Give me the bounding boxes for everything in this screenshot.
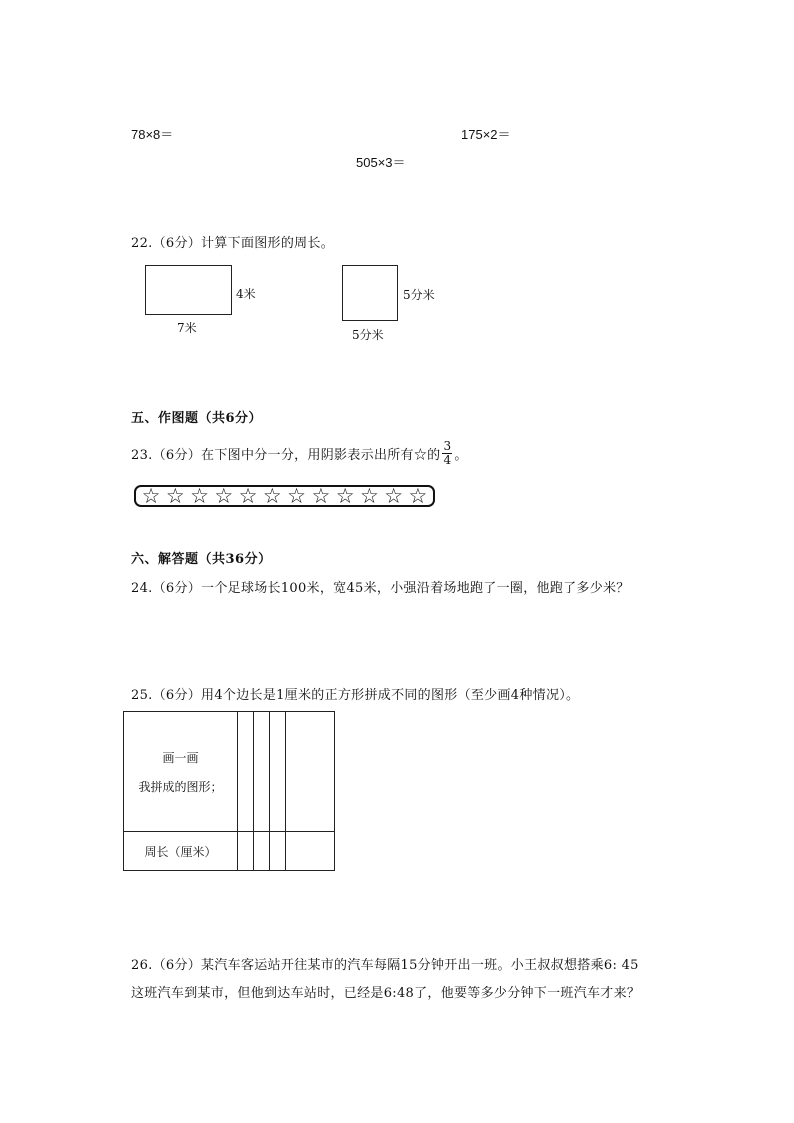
table-draw-line2: 我拼成的图形； [138, 779, 223, 794]
star-strip [134, 485, 435, 507]
table-perimeter-cell-4[interactable] [286, 832, 335, 871]
star-icon: ☆ [359, 484, 379, 508]
star-icon: ☆ [287, 484, 306, 508]
square-side-label: 5分米 [403, 288, 435, 302]
table-draw-cell-1[interactable] [238, 712, 254, 832]
star-icon: ☆ [408, 484, 428, 508]
table-draw-cell-3[interactable] [270, 712, 286, 832]
question-24: 24.（6分）一个足球场长100米，宽45米，小强沿着场地跑了一圈，他跑了多少米？ [131, 581, 630, 596]
rectangle-width-label: 7米 [177, 321, 197, 335]
calc-item-2: 175×2＝ [461, 127, 511, 142]
square-bottom-label: 5分米 [352, 328, 384, 342]
table-draw-cell-2[interactable] [254, 712, 270, 832]
section-6-title: 六、解答题（共36分） [131, 552, 272, 567]
question-23-text: 23.（6分）在下图中分一分，用阴影表示出所有☆的 [131, 447, 441, 463]
star-icon: ☆ [262, 484, 282, 508]
table-perimeter-label: 周长（厘米） [124, 832, 238, 871]
star-icon: ☆ [190, 484, 209, 508]
question-25: 25.（6分）用4个边长是1厘米的正方形拼成不同的图形（至少画4种情况）。 [131, 688, 580, 703]
calc-item-1: 78×8＝ [131, 127, 174, 142]
square-figure [342, 265, 398, 321]
question-26-line-1: 26.（6分）某汽车客运站开往某市的汽车每隔15分钟开出一班。小王叔叔想搭乘6: 45 [131, 958, 639, 973]
rectangle-figure [145, 265, 232, 315]
fraction-numerator: 3 [443, 438, 452, 453]
table-draw-label [124, 712, 238, 832]
table-draw-cell-4[interactable] [286, 712, 335, 832]
fraction-three-quarters [442, 440, 452, 467]
star-icon: ☆ [141, 484, 161, 508]
section-5-title: 五、作图题（共6分） [131, 411, 263, 426]
star-icon: ☆ [165, 484, 185, 508]
star-icon: ☆ [214, 484, 234, 508]
question-23 [131, 437, 468, 469]
rectangle-height-label: 4米 [236, 287, 256, 301]
question-23-end: 。 [454, 447, 468, 463]
star-icon: ☆ [384, 484, 404, 508]
table-draw-line1: 画一画 [162, 750, 199, 765]
question-26-line-2: 这班汽车到某市，但他到达车站时，已经是6:48了，他要等多少分钟下一班汽车才来？ [131, 986, 641, 1001]
fraction-denominator: 4 [443, 452, 452, 467]
shape-table [123, 711, 335, 871]
table-perimeter-cell-2[interactable] [254, 832, 270, 871]
star-icon: ☆ [238, 484, 258, 508]
table-perimeter-cell-3[interactable] [270, 832, 286, 871]
table-perimeter-cell-1[interactable] [238, 832, 254, 871]
calc-item-3: 505×3＝ [356, 155, 406, 170]
star-icon: ☆ [335, 484, 355, 508]
question-22: 22.（6分）计算下面图形的周长。 [131, 236, 335, 251]
star-icon: ☆ [311, 484, 331, 508]
